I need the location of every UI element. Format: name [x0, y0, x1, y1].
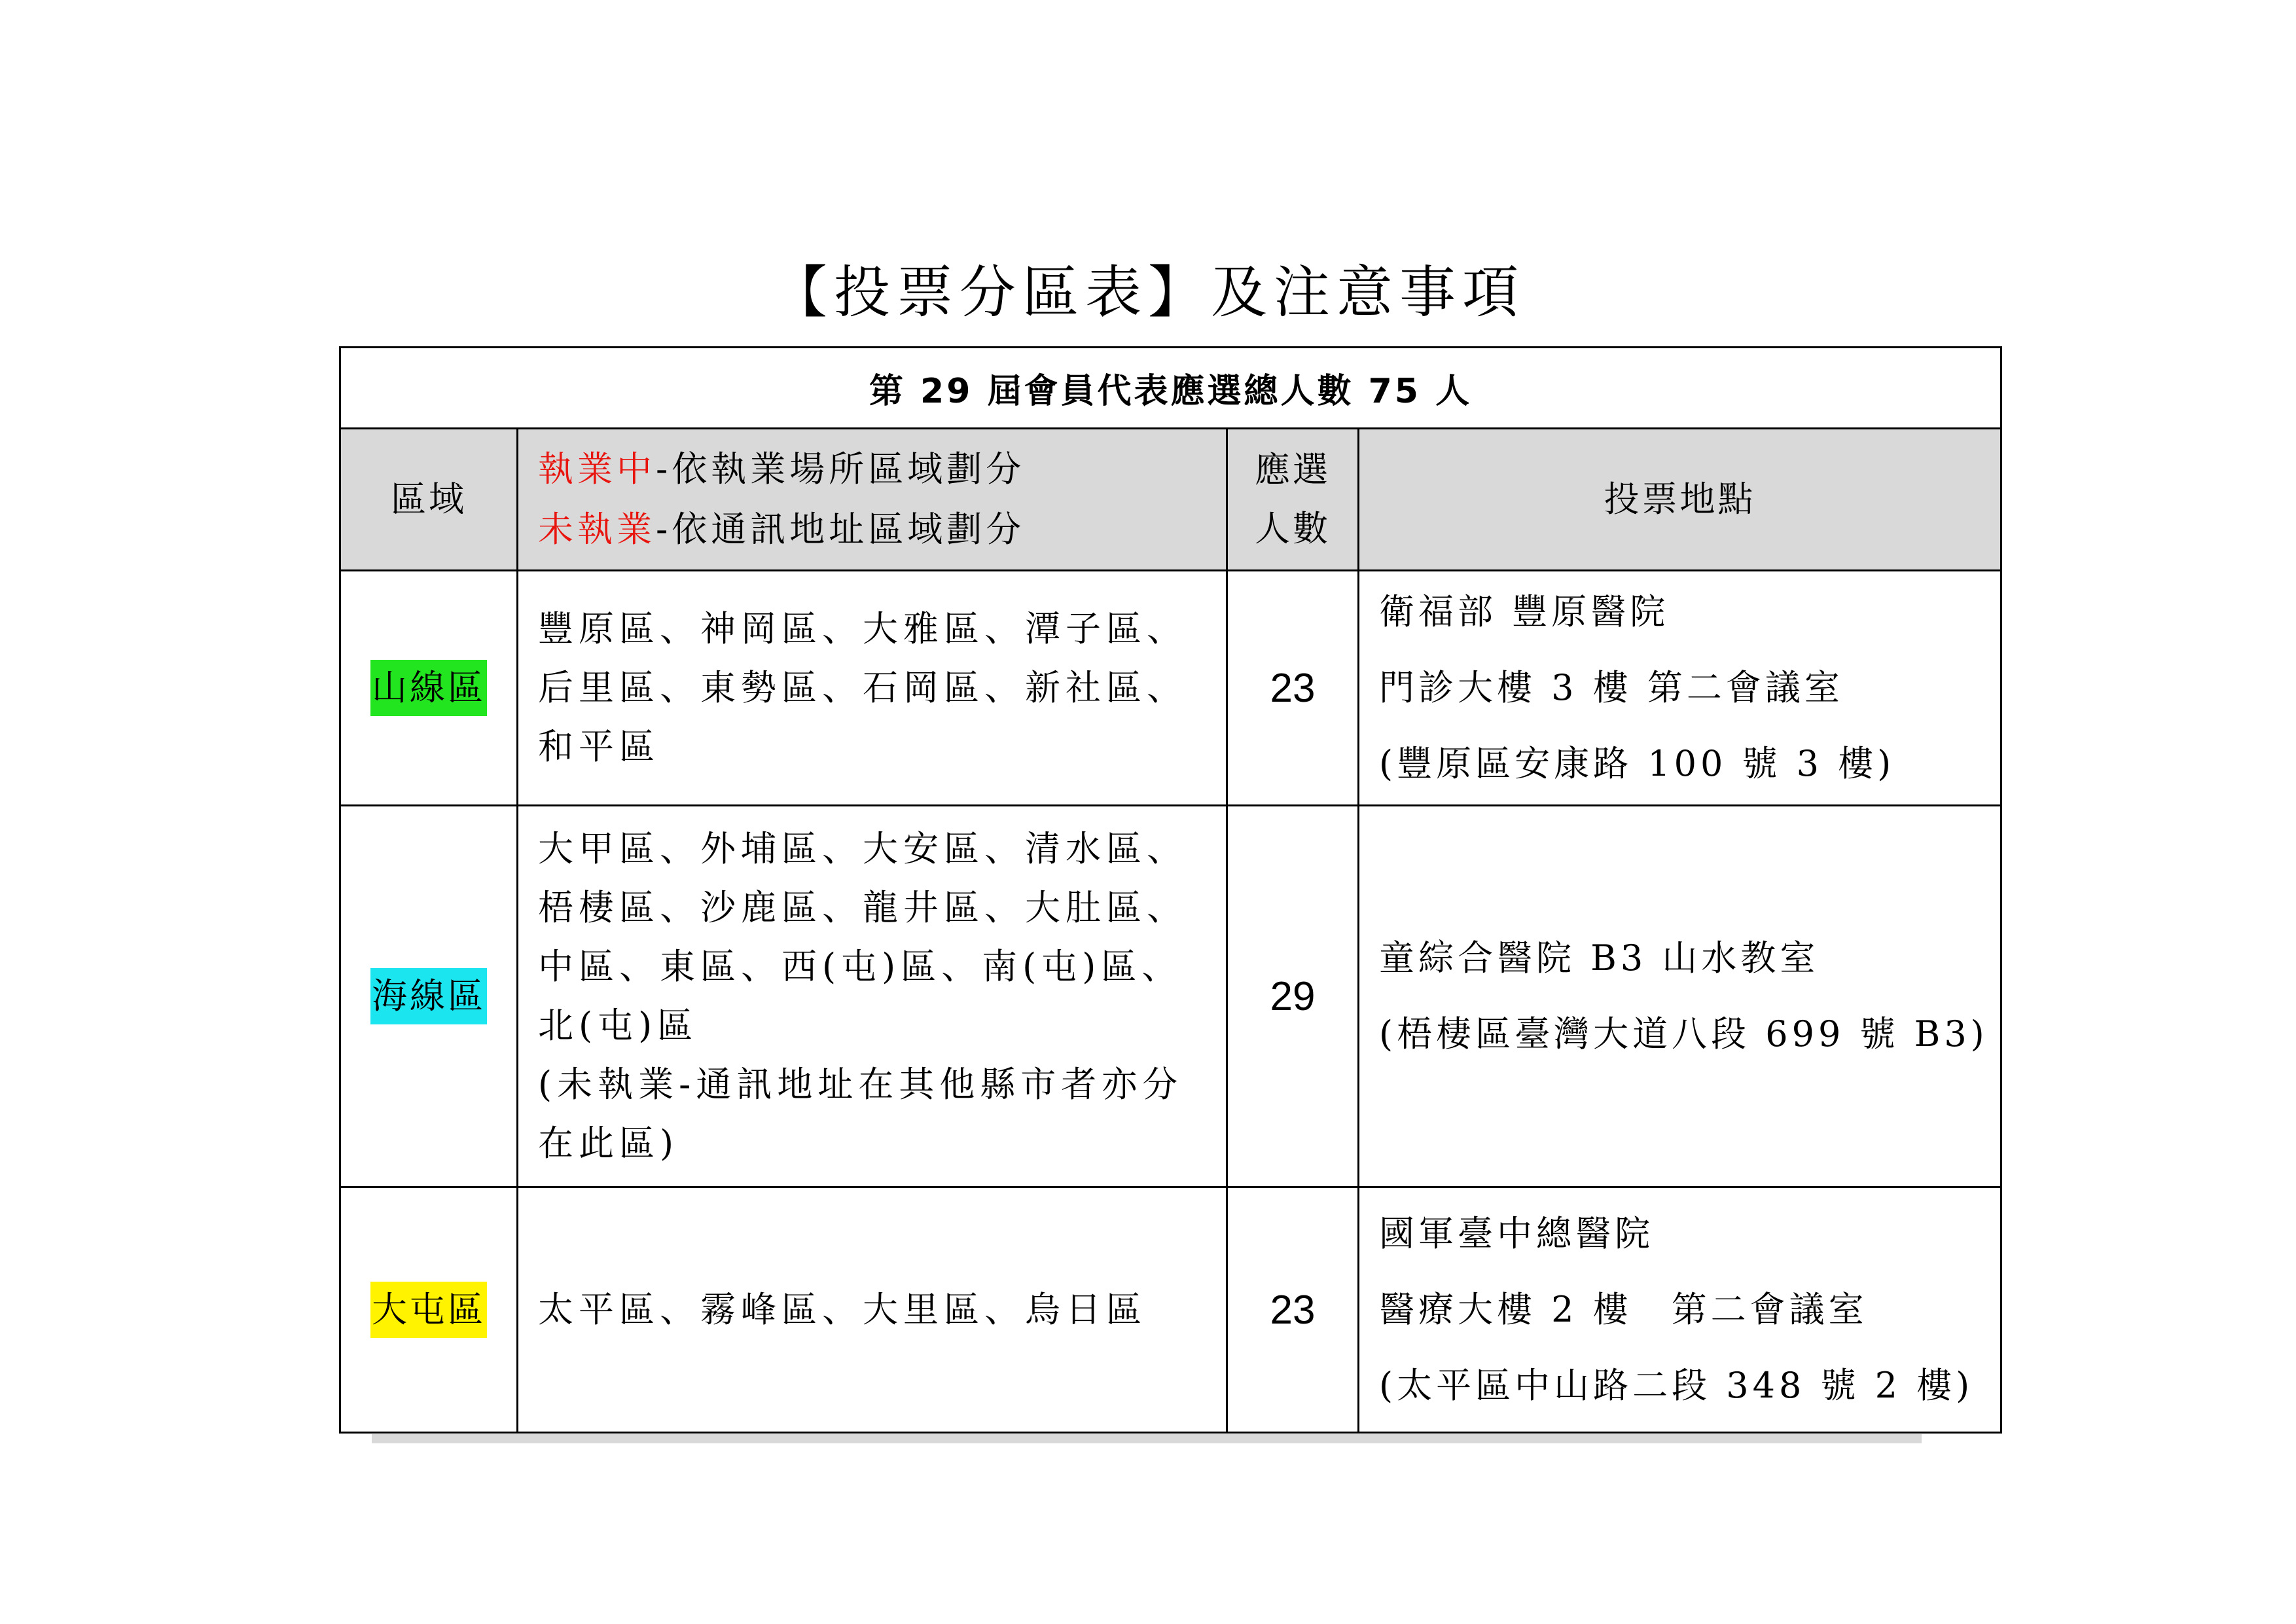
rule-employed-text: -依執業場所區域劃分: [656, 448, 1026, 490]
table-shadow-divider: [372, 1434, 1922, 1443]
table-row: [340, 1187, 2001, 1433]
district-list: [518, 806, 1227, 1187]
rule-unemployed-label: 未執業: [538, 509, 656, 550]
table-row: [340, 806, 2001, 1187]
region-badge: 海線區: [370, 968, 487, 1024]
header-location: 投票地點: [1359, 429, 2001, 571]
seat-count: 23: [1227, 571, 1359, 806]
district-list: 太平區、霧峰區、大里區、烏日區: [518, 1187, 1227, 1433]
voting-location: [1359, 806, 2001, 1187]
location-line: (太平區中山路二段 348 號 2 樓): [1379, 1365, 1974, 1406]
district-names: 大甲區、外埔區、大安區、清水區、梧棲區、沙鹿區、龍井區、大肚區、中區、東區、西(屯)區、南(屯)區、北(屯)區: [538, 828, 1187, 1046]
region-badge: 大屯區: [370, 1282, 487, 1338]
district-list: 豐原區、神岡區、大雅區、潭子區、后里區、東勢區、石岡區、新社區、和平區: [518, 571, 1227, 806]
rule-employed-label: 執業中: [538, 448, 656, 490]
table-caption: 第 29 屆會員代表應選總人數 75 人: [340, 348, 2001, 429]
region-cell: [340, 806, 518, 1187]
header-seats: [1227, 429, 1359, 571]
location-line: (梧棲區臺灣大道八段 699 號 B3): [1379, 1013, 1988, 1055]
voting-location: [1359, 1187, 2001, 1433]
header-district-rule: [518, 429, 1227, 571]
voting-district-table: [339, 346, 2002, 1434]
rule-unemployed-text: -依通訊地址區域劃分: [656, 509, 1026, 550]
district-note: (未執業-通訊地址在其他縣市者亦分在此區): [538, 1064, 1183, 1164]
region-cell: [340, 571, 518, 806]
location-line: 醫療大樓 2 樓 第二會議室: [1379, 1289, 1868, 1330]
table-row: [340, 571, 2001, 806]
table-header-row: [340, 429, 2001, 571]
region-badge: 山線區: [370, 660, 487, 716]
location-line: 衛福部 豐原醫院: [1379, 591, 1670, 632]
seat-count: 29: [1227, 806, 1359, 1187]
region-cell: [340, 1187, 518, 1433]
header-seats-line2: 人數: [1255, 508, 1331, 549]
location-line: 國軍臺中總醫院: [1379, 1213, 1654, 1254]
location-line: 童綜合醫院 B3 山水教室: [1379, 937, 1820, 979]
document-title: 【投票分區表】及注意事項: [771, 260, 1525, 325]
location-line: (豐原區安康路 100 號 3 樓): [1379, 743, 1895, 784]
header-region: 區域: [340, 429, 518, 571]
voting-location: [1359, 571, 2001, 806]
header-seats-line1: 應選: [1255, 449, 1331, 490]
location-line: 門診大樓 3 樓 第二會議室: [1379, 667, 1844, 708]
seat-count: 23: [1227, 1187, 1359, 1433]
